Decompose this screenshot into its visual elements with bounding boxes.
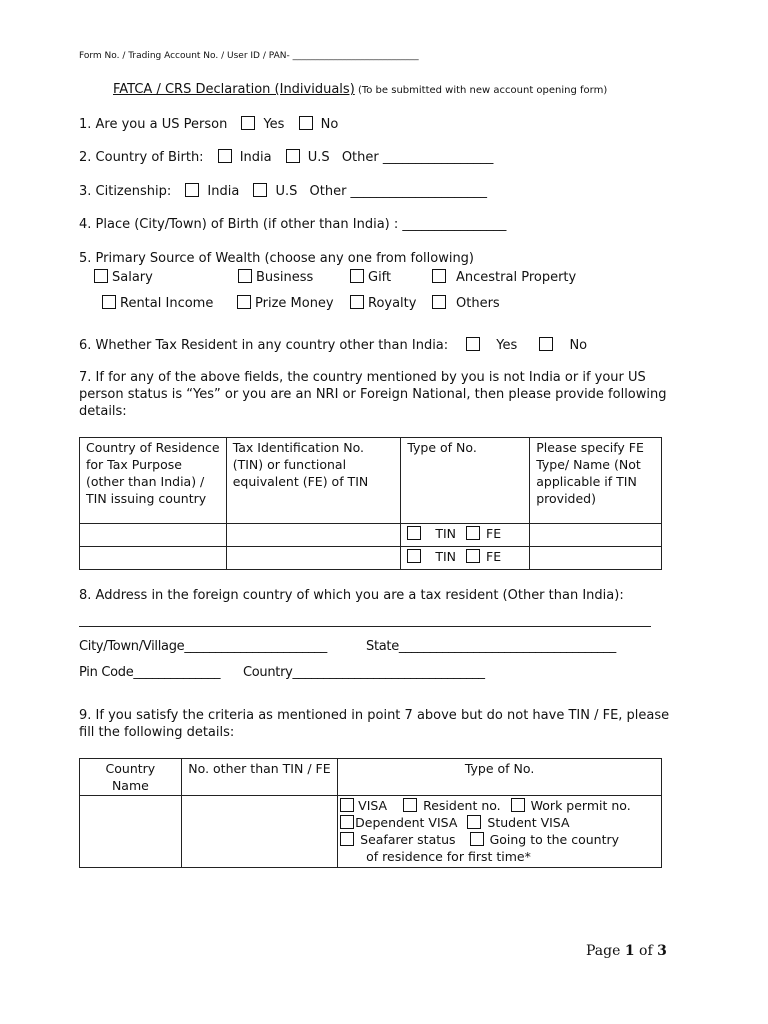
q7-row2-tin-checkbox[interactable] <box>407 549 421 563</box>
q9-type-line-3 <box>340 831 659 848</box>
q2-india-checkbox[interactable] <box>218 149 232 163</box>
q3-india-checkbox[interactable] <box>185 183 199 197</box>
q5-option-royalty[interactable] <box>348 295 416 311</box>
table-row <box>80 547 662 570</box>
q7-row1-type-cell <box>401 524 530 547</box>
q6-yes-checkbox[interactable] <box>466 337 480 351</box>
q9-seafarer-checkbox[interactable] <box>340 832 354 846</box>
q8-country-field[interactable]: Country_______________________________ <box>243 665 485 680</box>
q7-line-2: person status is “Yes” or you are an NRI or Foreign National, then please provide following <box>79 387 667 402</box>
q9-dependent-visa-checkbox[interactable] <box>340 815 354 829</box>
q5-option-business[interactable] <box>236 269 313 285</box>
q2-label: 2. Country of Birth: <box>79 150 204 165</box>
q5-others-label: Others <box>456 296 500 311</box>
q9-table-header-row <box>80 759 662 796</box>
q9-work-permit-label: Work permit no. <box>530 798 631 813</box>
q6-yes-label: Yes <box>496 338 518 353</box>
q7-row1-fe-checkbox[interactable] <box>466 526 480 540</box>
q5-salary-label: Salary <box>112 270 153 285</box>
q5-gift-checkbox[interactable] <box>350 269 364 283</box>
q9-header-number: No. other than TIN / FE <box>181 759 337 796</box>
q5-option-others[interactable] <box>430 295 500 311</box>
q7-header-tin: Tax Identification No. (TIN) or functional equivalent (FE) of TIN <box>226 438 401 524</box>
q7-row2-tin-label: TIN <box>435 549 457 564</box>
q9-line-1: 9. If you satisfy the criteria as mentioned in point 7 above but do not have TIN / FE, please <box>79 708 670 723</box>
q1-label: 1. Are you a US Person <box>79 117 228 132</box>
q7-row1-country-cell[interactable] <box>80 524 227 547</box>
q8-city-field[interactable]: City/Town/Village_______________________ <box>79 639 327 654</box>
q7-row2-country-cell[interactable] <box>80 547 227 570</box>
q5-option-prize[interactable] <box>235 295 334 311</box>
q7-row2-fe-checkbox[interactable] <box>466 549 480 563</box>
q7-header-fe: Please specify FE Type/ Name (Not applicable if TIN provided) <box>530 438 662 524</box>
q2-us-checkbox[interactable] <box>286 149 300 163</box>
page-number <box>586 943 667 959</box>
q9-header-type: Type of No. <box>338 759 662 796</box>
q9-student-visa-label: Student VISA <box>487 815 570 830</box>
q2-india-label: India <box>239 150 272 165</box>
form-title: FATCA / CRS Declaration (Individuals) <box>113 82 355 97</box>
q3-us-checkbox[interactable] <box>253 183 267 197</box>
q6-label: 6. Whether Tax Resident in any country other than India: <box>79 338 449 353</box>
q3-row <box>79 183 487 199</box>
q9-visa-checkbox[interactable] <box>340 798 354 812</box>
q7-row2-tin-cell[interactable] <box>226 547 401 570</box>
q5-label: 5. Primary Source of Wealth (choose any one from following) <box>79 251 475 266</box>
q8-state-field[interactable]: State___________________________________ <box>366 639 616 654</box>
q7-table-header-row <box>80 438 662 524</box>
q7-row2-fe-label: FE <box>486 549 502 564</box>
q9-work-permit-checkbox[interactable] <box>511 798 525 812</box>
q1-no-checkbox[interactable] <box>299 116 313 130</box>
q9-type-line-2 <box>340 814 659 831</box>
q9-dependent-visa-label: Dependent VISA <box>355 815 458 830</box>
q7-tin-table <box>79 437 662 570</box>
q9-going-label: Going to the country <box>489 832 620 847</box>
q3-india-label: India <box>207 184 240 199</box>
q5-ancestral-label: Ancestral Property <box>456 270 577 285</box>
form-number-line: Form No. / Trading Account No. / User ID / PAN- ____________________________ <box>79 51 419 61</box>
q7-row1-tin-cell[interactable] <box>226 524 401 547</box>
q8-pin-field[interactable]: Pin Code______________ <box>79 665 221 680</box>
q5-business-label: Business <box>256 270 314 285</box>
q2-us-label: U.S <box>307 150 330 165</box>
q4-row[interactable]: 4. Place (City/Town) of Birth (if other than India) : ________________ <box>79 217 507 232</box>
q9-details-table <box>79 758 662 868</box>
q7-line-3: details: <box>79 404 127 419</box>
q5-option-rental[interactable] <box>100 295 213 311</box>
q7-row1-tin-label: TIN <box>435 526 457 541</box>
q6-row <box>79 337 587 353</box>
q5-rental-checkbox[interactable] <box>102 295 116 309</box>
q1-no-label: No <box>320 117 339 132</box>
q7-row1-tin-checkbox[interactable] <box>407 526 421 540</box>
page-current: 1 <box>624 943 635 959</box>
q5-option-ancestral[interactable] <box>430 269 576 285</box>
form-title-row <box>113 82 607 97</box>
q7-row1-fe-name-cell[interactable] <box>530 524 662 547</box>
q5-ancestral-checkbox[interactable] <box>432 269 446 283</box>
q8-address-line[interactable] <box>79 626 651 627</box>
q1-yes-label: Yes <box>263 117 285 132</box>
q9-going-checkbox[interactable] <box>470 832 484 846</box>
q6-no-checkbox[interactable] <box>539 337 553 351</box>
q7-header-country: Country of Residence for Tax Purpose (other than India) / TIN issuing country <box>80 438 227 524</box>
q9-text <box>79 707 669 741</box>
q2-other-field[interactable]: Other _________________ <box>341 150 494 165</box>
q5-royalty-label: Royalty <box>368 296 417 311</box>
page-label: Page <box>586 943 625 959</box>
q5-royalty-checkbox[interactable] <box>350 295 364 309</box>
q3-us-label: U.S <box>275 184 298 199</box>
q9-resident-checkbox[interactable] <box>403 798 417 812</box>
page-of: of <box>634 943 658 959</box>
q1-yes-checkbox[interactable] <box>241 116 255 130</box>
q9-visa-label: VISA <box>358 798 388 813</box>
q8-label: 8. Address in the foreign country of which you are a tax resident (Other than India): <box>79 588 624 603</box>
q7-text <box>79 369 667 420</box>
q5-rental-label: Rental Income <box>120 296 214 311</box>
q9-line-2: fill the following details: <box>79 725 235 740</box>
page-total: 3 <box>657 943 667 959</box>
q9-header-country: Country Name <box>80 759 182 796</box>
q9-type-line-1 <box>340 797 659 814</box>
q3-label: 3. Citizenship: <box>79 184 172 199</box>
q7-header-type: Type of No. <box>401 438 530 524</box>
q2-row <box>79 149 493 165</box>
q1-row <box>79 116 338 132</box>
q5-others-checkbox[interactable] <box>432 295 446 309</box>
q9-number-cell[interactable] <box>181 796 337 868</box>
q5-prize-label: Prize Money <box>255 296 334 311</box>
q5-prize-checkbox[interactable] <box>237 295 251 309</box>
q7-line-1: 7. If for any of the above fields, the country mentioned by you is not India or if your US <box>79 370 646 385</box>
q9-seafarer-label: Seafarer status <box>360 832 456 847</box>
q9-resident-label: Resident no. <box>423 798 501 813</box>
q9-going-continued: of residence for first time* <box>366 849 531 864</box>
q5-option-salary[interactable] <box>92 269 153 285</box>
q7-row2-fe-name-cell[interactable] <box>530 547 662 570</box>
q5-gift-label: Gift <box>368 270 392 285</box>
q5-salary-checkbox[interactable] <box>94 269 108 283</box>
q3-other-field[interactable]: Other _____________________ <box>309 184 488 199</box>
table-row <box>80 524 662 547</box>
q7-row1-fe-label: FE <box>486 526 502 541</box>
q9-student-visa-checkbox[interactable] <box>467 815 481 829</box>
table-row <box>80 796 662 868</box>
q6-no-label: No <box>569 338 588 353</box>
form-title-note: (To be submitted with new account opening form) <box>354 85 608 96</box>
q9-country-cell[interactable] <box>80 796 182 868</box>
q5-option-gift[interactable] <box>348 269 391 285</box>
q5-business-checkbox[interactable] <box>238 269 252 283</box>
q7-row2-type-cell <box>401 547 530 570</box>
q9-type-cell <box>338 796 662 868</box>
